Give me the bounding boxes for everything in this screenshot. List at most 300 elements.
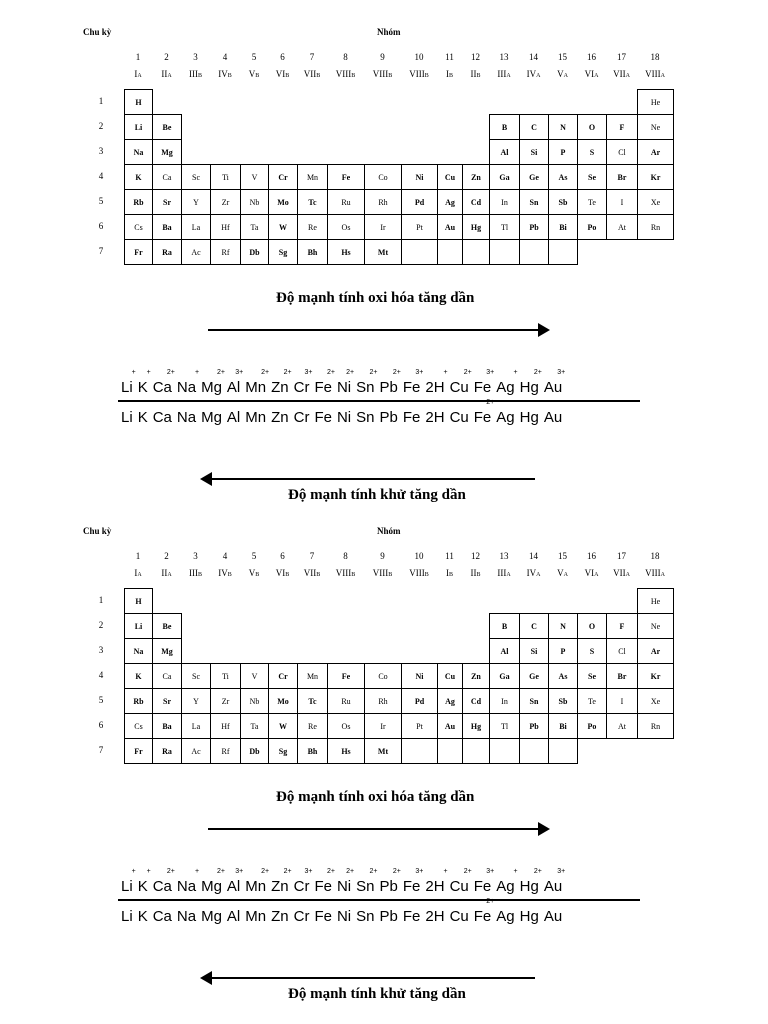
element-cell-te: Te bbox=[577, 189, 607, 215]
ion: Sn 2+ bbox=[356, 868, 378, 895]
group-name: IIA bbox=[161, 69, 172, 79]
period-number: 2 bbox=[98, 620, 104, 630]
element-cell-sr: Sr bbox=[152, 688, 182, 714]
ion: Na + bbox=[176, 369, 200, 396]
metal: Sn bbox=[356, 908, 375, 925]
metal: Cr bbox=[293, 908, 310, 925]
element-cell-ta: Ta bbox=[240, 214, 269, 240]
metal: Fe bbox=[314, 409, 332, 426]
element-cell-i: I bbox=[606, 688, 638, 714]
period-number: 4 bbox=[98, 670, 104, 680]
element-cell-ne: Ne bbox=[637, 613, 674, 639]
element-cell-ir: Ir bbox=[364, 214, 402, 240]
element-cell-nb: Nb bbox=[240, 189, 269, 215]
ion-charge: 2+ bbox=[166, 369, 175, 376]
group-name: IIB bbox=[470, 568, 481, 578]
group-number: 2 bbox=[164, 551, 169, 561]
group-label: Nhóm bbox=[377, 526, 401, 536]
ion: Ni 2+ bbox=[336, 868, 355, 895]
element-cell-bi: Bi bbox=[548, 713, 578, 739]
ion-charge: 2+ bbox=[283, 868, 292, 875]
group-number: 8 bbox=[343, 551, 348, 561]
element-cell-au: Au bbox=[437, 713, 463, 739]
element-cell-cr: Cr bbox=[268, 164, 298, 190]
element-cell-he: He bbox=[637, 89, 674, 115]
metal: Al bbox=[226, 908, 241, 925]
element-cell-f: F bbox=[606, 114, 638, 140]
group-name: IIA bbox=[161, 568, 172, 578]
element-cell-mt: Mt bbox=[364, 738, 402, 764]
element-cell-mo: Mo bbox=[268, 189, 298, 215]
empty-cell bbox=[437, 239, 463, 265]
element-cell-as: As bbox=[548, 164, 578, 190]
group-number: 18 bbox=[650, 52, 660, 62]
ion-charge: 3+ bbox=[415, 868, 424, 875]
ion-charge: + bbox=[146, 868, 151, 875]
element-cell-db: Db bbox=[240, 738, 269, 764]
ion-charge: 3+ bbox=[235, 369, 244, 376]
group-name: VIIIB bbox=[372, 69, 393, 79]
element-cell-au: Au bbox=[437, 214, 463, 240]
ion: Mn 2+ bbox=[245, 868, 270, 895]
element-cell-la: La bbox=[181, 713, 211, 739]
group-subtype: A bbox=[167, 572, 172, 578]
ion: Fe 3+ bbox=[402, 369, 424, 396]
ion-charge: 3+ bbox=[235, 868, 244, 875]
group-number: 3 bbox=[193, 52, 198, 62]
group-name: IVB bbox=[218, 69, 232, 79]
period-number: 6 bbox=[98, 221, 104, 231]
element-cell-n: N bbox=[548, 114, 578, 140]
empty-cell bbox=[401, 738, 438, 764]
group-name: VIA bbox=[584, 69, 599, 79]
element-cell-ni: Ni bbox=[401, 164, 438, 190]
element-cell-at: At bbox=[606, 214, 638, 240]
ion: Na + bbox=[176, 868, 200, 895]
ion-charge: 2+ bbox=[261, 868, 270, 875]
group-number: 13 bbox=[499, 52, 509, 62]
metal: Pb bbox=[379, 409, 398, 426]
element-cell-ir: Ir bbox=[364, 713, 402, 739]
element-cell-ar: Ar bbox=[637, 638, 674, 664]
chart-block-bottom bbox=[0, 499, 768, 1011]
element-cell-rh: Rh bbox=[364, 688, 402, 714]
element-cell-na: Na bbox=[124, 139, 153, 165]
element-cell-si: Si bbox=[519, 139, 549, 165]
ion: Fe 2+ bbox=[314, 369, 335, 396]
group-name: IA bbox=[134, 568, 142, 578]
ion-charge: + bbox=[513, 369, 518, 376]
group-number: 4 bbox=[222, 52, 228, 62]
element-cell-zr: Zr bbox=[210, 688, 241, 714]
element-cell-o: O bbox=[577, 613, 607, 639]
element-cell-ag: Ag bbox=[437, 688, 463, 714]
metal: Hg bbox=[519, 908, 539, 925]
metal: Li bbox=[121, 409, 133, 426]
element-cell-mg: Mg bbox=[152, 638, 182, 664]
element-cell-sn: Sn bbox=[519, 189, 549, 215]
element-cell-hg: Hg bbox=[462, 214, 490, 240]
element-cell-in: In bbox=[489, 688, 520, 714]
period-number: 4 bbox=[98, 171, 104, 181]
ion-charge: + bbox=[146, 369, 151, 376]
element-cell-s: S bbox=[577, 139, 607, 165]
group-number: 2 bbox=[164, 52, 169, 62]
oxidation-title: Độ mạnh tính oxi hóa tăng dần bbox=[276, 789, 475, 805]
element-cell-cl: Cl bbox=[606, 638, 638, 664]
ion: Hg 2+ bbox=[519, 868, 542, 895]
element-cell-al: Al bbox=[489, 638, 520, 664]
element-cell-hf: Hf bbox=[210, 214, 241, 240]
group-number: 5 bbox=[251, 551, 257, 561]
element-cell-ga: Ga bbox=[489, 663, 520, 689]
ion-charge: 2+ bbox=[392, 868, 401, 875]
group-name: VIIA bbox=[613, 69, 630, 79]
group-subtype: A bbox=[625, 73, 630, 79]
element-cell-mt: Mt bbox=[364, 239, 402, 265]
ion: Cr 3+ bbox=[293, 369, 313, 396]
element-cell-fr: Fr bbox=[124, 738, 153, 764]
element-cell-se: Se bbox=[577, 663, 607, 689]
element-cell-v: V bbox=[240, 663, 269, 689]
period-label: Chu kỳ bbox=[83, 27, 112, 37]
group-name: VIIIB bbox=[335, 568, 356, 578]
ion-charge: 3+ bbox=[304, 369, 313, 376]
metal: Zn bbox=[271, 409, 289, 426]
metal: Ca bbox=[152, 908, 172, 925]
oxidation-title: Độ mạnh tính oxi hóa tăng dần bbox=[276, 290, 475, 306]
ion: Hg 2+ bbox=[519, 369, 542, 396]
element-cell-hg: Hg bbox=[462, 713, 490, 739]
group-number: 12 bbox=[471, 52, 480, 62]
element-cell-cu: Cu bbox=[437, 164, 463, 190]
ion-charge: 2+ bbox=[369, 868, 378, 875]
group-subtype: A bbox=[563, 572, 568, 578]
metal: Cr bbox=[293, 409, 310, 426]
group-name: IIIA bbox=[497, 69, 511, 79]
metal: Ca bbox=[152, 409, 172, 426]
group-subtype: B bbox=[197, 572, 202, 578]
element-cell-po: Po bbox=[577, 713, 607, 739]
ion-charge: 3+ bbox=[415, 369, 424, 376]
element-cell-li: Li bbox=[124, 114, 153, 140]
element-cell-pd: Pd bbox=[401, 189, 438, 215]
element-cell-bi: Bi bbox=[548, 214, 578, 240]
element-cell-tl: Tl bbox=[489, 214, 520, 240]
ion-charge: 2+ bbox=[326, 369, 335, 376]
element-cell-as: As bbox=[548, 663, 578, 689]
divider-line bbox=[118, 400, 640, 402]
ion: Cu 2+ bbox=[449, 369, 472, 396]
ion: Fe 3+ bbox=[473, 868, 495, 895]
group-number: 16 bbox=[587, 551, 596, 561]
element-cell-bh: Bh bbox=[297, 239, 328, 265]
ion: Li + bbox=[121, 369, 136, 396]
element-cell-si: Si bbox=[519, 638, 549, 664]
element-cell-te: Te bbox=[577, 688, 607, 714]
group-number: 14 bbox=[529, 551, 538, 561]
element-cell-c: C bbox=[519, 613, 549, 639]
ion-charge: 2+ bbox=[283, 369, 292, 376]
group-name: IIIA bbox=[497, 568, 511, 578]
group-subtype: A bbox=[506, 572, 511, 578]
element-cell-pb: Pb bbox=[519, 713, 549, 739]
group-name: VIA bbox=[584, 568, 599, 578]
ion-charge: + bbox=[513, 868, 518, 875]
element-cell-fe: Fe bbox=[327, 663, 365, 689]
element-cell-ag: Ag bbox=[437, 189, 463, 215]
ion-charge: 2+ bbox=[533, 369, 542, 376]
group-name: VA bbox=[557, 568, 568, 578]
element-cell-kr: Kr bbox=[637, 663, 674, 689]
group-subtype: A bbox=[167, 73, 172, 79]
group-subtype: A bbox=[563, 73, 568, 79]
group-number: 17 bbox=[617, 551, 626, 561]
ion: Pb 2+ bbox=[379, 868, 401, 895]
group-subtype: B bbox=[476, 73, 481, 79]
element-cell-ba: Ba bbox=[152, 713, 182, 739]
reduced-sequence bbox=[121, 898, 567, 925]
group-subtype: B bbox=[227, 572, 232, 578]
element-cell-in: In bbox=[489, 189, 520, 215]
group-subtype: A bbox=[660, 73, 665, 79]
element-cell-c: C bbox=[519, 114, 549, 140]
period-number: 3 bbox=[98, 645, 104, 655]
divider-line bbox=[118, 899, 640, 901]
element-cell-re: Re bbox=[297, 214, 328, 240]
metal: Sn bbox=[356, 409, 375, 426]
element-cell-re: Re bbox=[297, 713, 328, 739]
element-cell-ra: Ra bbox=[152, 239, 182, 265]
group-name: IIB bbox=[470, 69, 481, 79]
oxidized-sequence bbox=[121, 369, 567, 396]
ion: Al 3+ bbox=[226, 369, 244, 396]
element-cell-k: K bbox=[124, 164, 153, 190]
element-cell-zn: Zn bbox=[462, 663, 490, 689]
ion-charge: 2+ bbox=[463, 868, 472, 875]
element-cell-fe: Fe bbox=[327, 164, 365, 190]
element-cell-mo: Mo bbox=[268, 688, 298, 714]
element-cell-ti: Ti bbox=[210, 164, 241, 190]
oxidized-sequence bbox=[121, 868, 567, 895]
metal: Hg bbox=[519, 409, 539, 426]
ion: Pb 2+ bbox=[379, 369, 401, 396]
reduction-title: Độ mạnh tính khử tăng dần bbox=[288, 487, 466, 503]
group-name: IA bbox=[134, 69, 142, 79]
group-subtype: B bbox=[388, 73, 393, 79]
empty-cell bbox=[462, 239, 490, 265]
element-cell-bh: Bh bbox=[297, 738, 328, 764]
group-subtype: A bbox=[594, 572, 599, 578]
ion-charge: + bbox=[194, 868, 200, 875]
group-subtype: B bbox=[351, 572, 356, 578]
metal: Ag bbox=[496, 908, 515, 925]
group-subtype: A bbox=[137, 73, 142, 79]
group-number: 11 bbox=[445, 551, 454, 561]
metal-charge: 2+ bbox=[486, 399, 495, 406]
group-name: VIIIB bbox=[372, 568, 393, 578]
group-number: 1 bbox=[135, 52, 141, 62]
group-subtype: B bbox=[448, 572, 453, 578]
element-cell-mn: Mn bbox=[297, 663, 328, 689]
metal: Au bbox=[543, 908, 563, 925]
element-cell-ge: Ge bbox=[519, 663, 549, 689]
ion-charge: 2+ bbox=[216, 868, 225, 875]
group-name: IVB bbox=[218, 568, 232, 578]
ion: Zn 2+ bbox=[271, 868, 292, 895]
group-number: 9 bbox=[380, 52, 385, 62]
arrow-left-line bbox=[210, 478, 535, 480]
element-cell-br: Br bbox=[606, 663, 638, 689]
empty-cell bbox=[519, 738, 549, 764]
ion: K + bbox=[137, 369, 151, 396]
ion-charge: + bbox=[443, 369, 448, 376]
group-subtype: B bbox=[424, 572, 429, 578]
group-number: 7 bbox=[309, 52, 315, 62]
period-number: 1 bbox=[98, 96, 104, 106]
ion: Mn 2+ bbox=[245, 369, 270, 396]
ion: Ni 2+ bbox=[336, 369, 355, 396]
group-name: VB bbox=[248, 69, 260, 79]
ion: Li + bbox=[121, 868, 136, 895]
metal: Mg bbox=[201, 409, 222, 426]
empty-cell bbox=[548, 738, 578, 764]
ion-charge: 2+ bbox=[166, 868, 175, 875]
group-name: VIB bbox=[275, 568, 290, 578]
group-subtype: B bbox=[255, 73, 260, 79]
ion: Cu 2+ bbox=[449, 868, 472, 895]
element-cell-k: K bbox=[124, 663, 153, 689]
element-cell-na: Na bbox=[124, 638, 153, 664]
group-number: 12 bbox=[471, 551, 480, 561]
element-cell-ta: Ta bbox=[240, 713, 269, 739]
metal: 2H bbox=[425, 409, 445, 426]
group-subtype: B bbox=[424, 73, 429, 79]
arrow-right-line bbox=[208, 828, 541, 830]
group-subtype: B bbox=[351, 73, 356, 79]
metal: K bbox=[137, 908, 148, 925]
ion: Ag + bbox=[496, 868, 518, 895]
element-cell-b: B bbox=[489, 613, 520, 639]
ion-charge: 2+ bbox=[369, 369, 378, 376]
ion: 2H + bbox=[425, 868, 448, 895]
group-subtype: B bbox=[476, 572, 481, 578]
element-cell-rf: Rf bbox=[210, 239, 241, 265]
ion-charge: 2+ bbox=[463, 369, 472, 376]
element-cell-ba: Ba bbox=[152, 214, 182, 240]
group-number: 9 bbox=[380, 551, 385, 561]
metal: Fe 2+ bbox=[473, 898, 495, 925]
element-cell-sb: Sb bbox=[548, 688, 578, 714]
element-cell-cd: Cd bbox=[462, 189, 490, 215]
element-cell-pd: Pd bbox=[401, 688, 438, 714]
element-cell-h: H bbox=[124, 588, 153, 614]
metal: Mn bbox=[245, 908, 267, 925]
group-subtype: A bbox=[137, 572, 142, 578]
arrow-right-head bbox=[538, 822, 550, 836]
element-cell-b: B bbox=[489, 114, 520, 140]
group-subtype: B bbox=[388, 572, 393, 578]
period-label: Chu kỳ bbox=[83, 526, 112, 536]
group-number: 6 bbox=[280, 52, 285, 62]
ion: 2H + bbox=[425, 369, 448, 396]
ion-charge: 3+ bbox=[557, 868, 566, 875]
metal: Zn bbox=[271, 908, 289, 925]
group-number: 17 bbox=[617, 52, 626, 62]
element-cell-s: S bbox=[577, 638, 607, 664]
element-cell-pt: Pt bbox=[401, 214, 438, 240]
arrow-left-line bbox=[210, 977, 535, 979]
ion: Ca 2+ bbox=[152, 369, 175, 396]
element-cell-w: W bbox=[268, 713, 298, 739]
group-name: VIIA bbox=[613, 568, 630, 578]
element-cell-cd: Cd bbox=[462, 688, 490, 714]
reduction-title: Độ mạnh tính khử tăng dần bbox=[288, 986, 466, 1002]
element-cell-hs: Hs bbox=[327, 239, 365, 265]
group-name: VIIIA bbox=[645, 69, 665, 79]
metal: Au bbox=[543, 409, 563, 426]
element-cell-br: Br bbox=[606, 164, 638, 190]
element-cell-cr: Cr bbox=[268, 663, 298, 689]
group-subtype: B bbox=[316, 572, 321, 578]
group-subtype: A bbox=[536, 572, 541, 578]
metal: 2H bbox=[425, 908, 445, 925]
group-name: IIIB bbox=[188, 69, 202, 79]
element-cell-ca: Ca bbox=[152, 663, 182, 689]
group-subtype: A bbox=[506, 73, 511, 79]
element-cell-sc: Sc bbox=[181, 164, 211, 190]
ion-charge: 3+ bbox=[486, 868, 495, 875]
ion: Al 3+ bbox=[226, 868, 244, 895]
element-cell-xe: Xe bbox=[637, 688, 674, 714]
group-name: IB bbox=[445, 568, 453, 578]
group-subtype: B bbox=[285, 73, 290, 79]
group-number: 11 bbox=[445, 52, 454, 62]
metal: Al bbox=[226, 409, 241, 426]
element-cell-zn: Zn bbox=[462, 164, 490, 190]
element-cell-ra: Ra bbox=[152, 738, 182, 764]
group-name: VIIB bbox=[303, 568, 321, 578]
element-cell-ca: Ca bbox=[152, 164, 182, 190]
element-cell-tc: Tc bbox=[297, 189, 328, 215]
ion-charge: + bbox=[194, 369, 200, 376]
metal: Na bbox=[176, 908, 197, 925]
metal: Ni bbox=[336, 409, 352, 426]
empty-cell bbox=[489, 738, 520, 764]
group-name: IVA bbox=[526, 568, 541, 578]
period-number: 5 bbox=[98, 695, 104, 705]
element-cell-hf: Hf bbox=[210, 713, 241, 739]
element-cell-sg: Sg bbox=[268, 738, 298, 764]
group-subtype: A bbox=[625, 572, 630, 578]
ion: Cr 3+ bbox=[293, 868, 313, 895]
ion-charge: 2+ bbox=[216, 369, 225, 376]
group-number: 13 bbox=[499, 551, 509, 561]
ion-charge: 2+ bbox=[261, 369, 270, 376]
group-number: 3 bbox=[193, 551, 198, 561]
ion: Au 3+ bbox=[543, 868, 566, 895]
group-subtype: A bbox=[660, 572, 665, 578]
ion: Ag + bbox=[496, 369, 518, 396]
element-cell-db: Db bbox=[240, 239, 269, 265]
group-number: 14 bbox=[529, 52, 538, 62]
ion-charge: 2+ bbox=[533, 868, 542, 875]
metal: Ni bbox=[336, 908, 352, 925]
ion-charge: 3+ bbox=[557, 369, 566, 376]
group-number: 7 bbox=[309, 551, 315, 561]
element-cell-h: H bbox=[124, 89, 153, 115]
group-number: 5 bbox=[251, 52, 257, 62]
